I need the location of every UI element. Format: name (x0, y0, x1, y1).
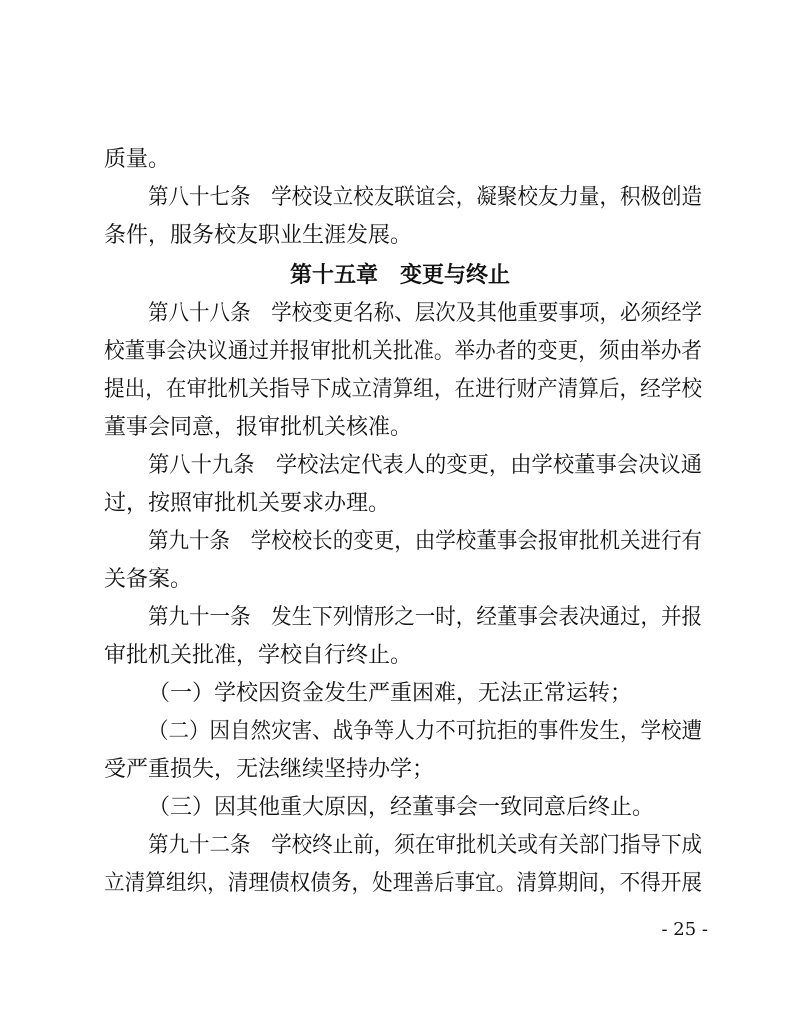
article-92 (148, 832, 702, 860)
list-item-2: （二）因自然灾害、战争等人力不可抗拒的事件发生，学校遭 (148, 719, 703, 744)
text-line: 受严重损失，无法继续坚持办学； (104, 757, 435, 782)
article-text: 学校设立校友联谊会，凝聚校友力量，积极创造 (271, 185, 703, 210)
article-text: 发生下列情形之一时，经董事会表决通过，并报 (271, 605, 703, 630)
article-text: 学校法定代表人的变更，由学校董事会决议通 (275, 453, 703, 478)
article-89 (148, 452, 702, 480)
text-line: 过，按照审批机关要求办理。 (104, 491, 391, 516)
text-line: 条件，服务校友职业生涯发展。 (104, 223, 413, 248)
article-number: 第八十八条 (148, 301, 251, 326)
article-number: 第九十一条 (148, 605, 251, 630)
text-line: 校董事会决议通过并报审批机关批准。举办者的变更，须由举办者 (104, 339, 703, 364)
article-text: 学校终止前，须在审批机关或有关部门指导下成 (271, 833, 703, 858)
text-line: 关备案。 (104, 567, 193, 592)
article-90 (148, 528, 702, 556)
article-87 (148, 184, 702, 212)
text-line: 立清算组织，清理债权债务，处理善后事宜。清算期间，不得开展 (104, 871, 703, 896)
list-item-1: （一）学校因资金发生严重困难，无法正常运转； (148, 681, 633, 706)
article-number: 第八十七条 (148, 185, 251, 210)
article-88 (148, 300, 702, 328)
text-line: 董事会同意，报审批机关核准。 (104, 415, 413, 440)
article-number: 第九十条 (148, 529, 231, 554)
chapter-heading (0, 262, 800, 290)
chapter-title: 变更与终止 (400, 263, 511, 288)
article-text: 学校变更名称、层次及其他重要事项，必须经学 (271, 301, 703, 326)
article-number: 第八十九条 (148, 453, 255, 478)
text-line: 审批机关批准，学校自行终止。 (104, 643, 413, 668)
article-91 (148, 604, 702, 632)
page-number: - 25 - (661, 919, 708, 940)
list-item-3: （三）因其他重大原因，经董事会一致同意后终止。 (148, 795, 655, 820)
chapter-number: 第十五章 (289, 263, 378, 288)
text-line: 质量。 (104, 147, 171, 172)
article-text: 学校校长的变更，由学校董事会报审批机关进行有 (250, 529, 703, 554)
article-number: 第九十二条 (148, 833, 251, 858)
text-line: 提出，在审批机关指导下成立清算组，在进行财产清算后，经学校 (104, 377, 703, 402)
